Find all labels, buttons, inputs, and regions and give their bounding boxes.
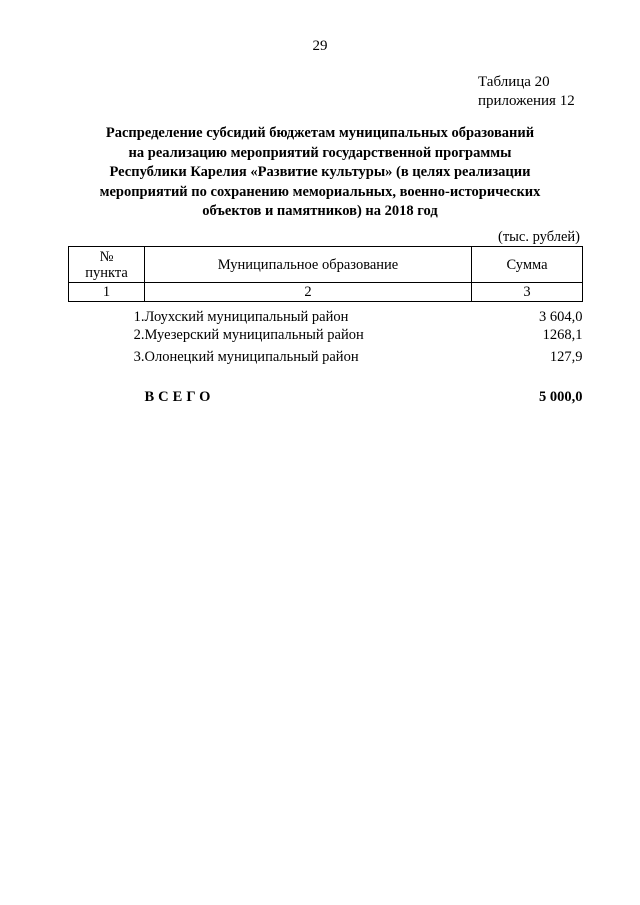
table-row: [69, 348, 583, 370]
header-municipality: Муниципальное образование: [145, 247, 472, 283]
title-line-3: Республики Карелия «Развитие культуры» (в целях реализации: [109, 164, 531, 180]
title-line-1: Распределение субсидий бюджетам муниципальных образований: [105, 125, 535, 141]
header-sum: Сумма: [472, 247, 583, 283]
header-item-number-line-1: №: [99, 248, 114, 265]
column-number: 3: [472, 283, 583, 302]
row-municipality: Олонецкий муниципальный район: [144, 349, 359, 365]
table-row: [69, 326, 583, 348]
total-label: ВСЕГО: [144, 389, 215, 405]
subsidy-table: [68, 246, 583, 410]
row-sum: 3 604,0: [539, 309, 583, 325]
table-header-row: [69, 247, 583, 283]
total-sum: 5 000,0: [539, 389, 583, 405]
table-row: [69, 302, 583, 327]
column-number: 1: [69, 283, 145, 302]
total-row: [69, 388, 583, 410]
row-number: 1.: [133, 309, 145, 325]
column-number: 2: [145, 283, 472, 302]
page-number: 29: [312, 38, 328, 54]
row-municipality: Лоухский муниципальный район: [144, 309, 349, 325]
row-municipality: Муезерский муниципальный район: [144, 327, 364, 343]
title-line-5: объектов и памятников) на 2018 год: [202, 203, 438, 219]
table-reference-line-1: Таблица 20: [478, 74, 550, 90]
table-reference: [478, 73, 575, 111]
row-number: 2.: [133, 327, 145, 343]
spacer-row: [69, 370, 583, 388]
header-item-number: [69, 247, 145, 283]
row-sum: 1268,1: [542, 327, 583, 343]
title-line-2: на реализацию мероприятий государственной программы: [128, 144, 512, 161]
column-number-row: [69, 283, 583, 302]
title-line-4: мероприятий по сохранению мемориальных, военно-исторических: [99, 183, 541, 200]
table-reference-line-2: приложения 12: [478, 93, 575, 109]
units-label: (тыс. рублей): [498, 229, 580, 245]
row-sum: 127,9: [549, 349, 583, 365]
header-item-number-line-2: пункта: [85, 264, 128, 281]
row-number: 3.: [133, 349, 145, 365]
document-title: [80, 124, 560, 222]
